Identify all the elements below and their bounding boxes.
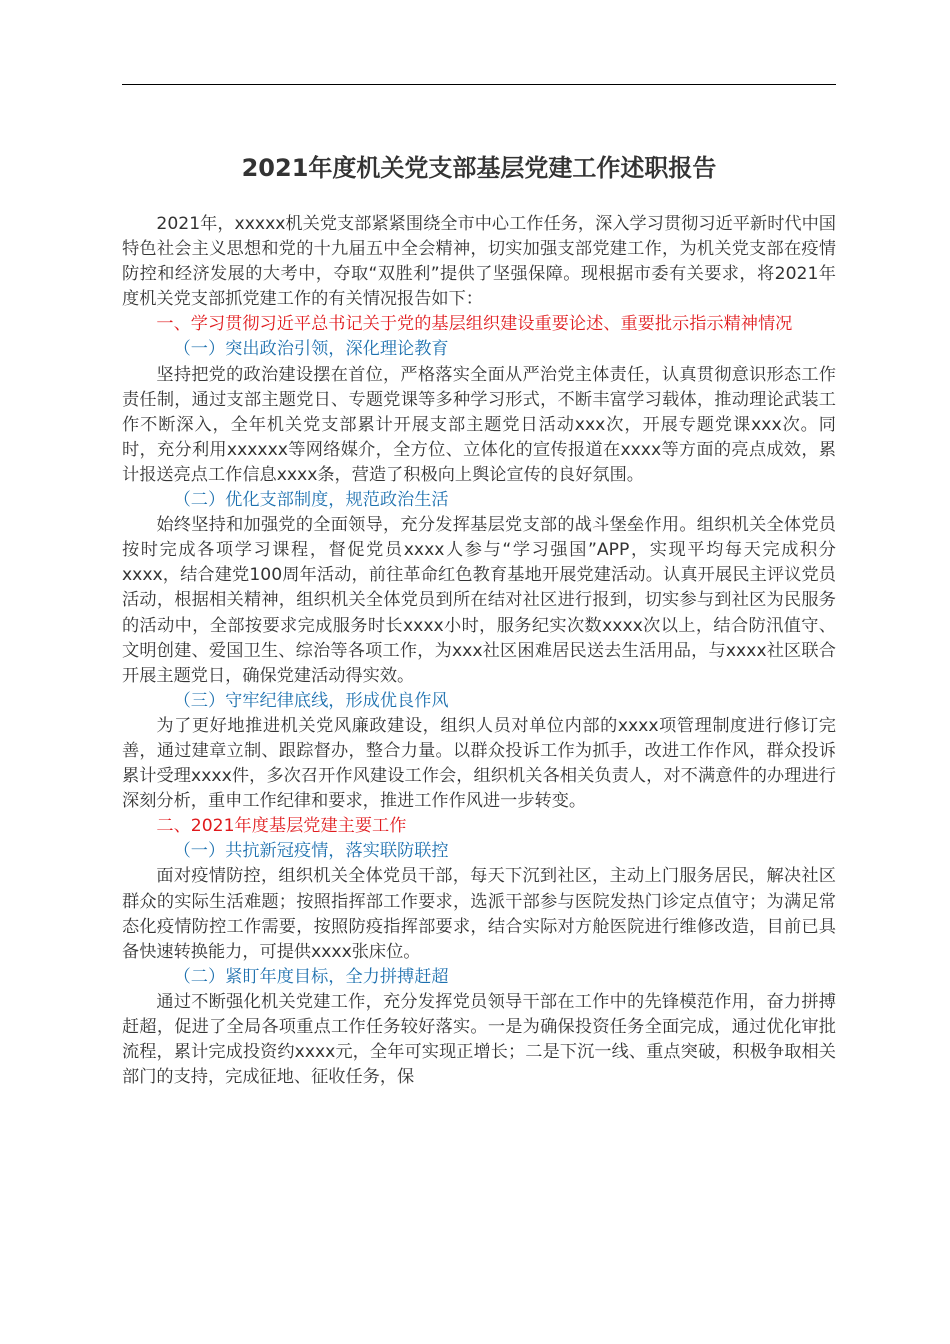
section-2-sub-1-body: 面对疫情防控，组织机关全体党员干部，每天下沉到社区，主动上门服务居民，解决社区群众的实际生活难题；按照指挥部工作要求，选派干部参与医院发热门诊定点值守；为满足常态化疫情防控工作需要，按照防疫指挥部要求，结合实际对方舱医院进行维修改造，目前已具备快速转换能力，可提供xxxx张床位。 xyxy=(122,866,836,962)
document-title: 2021年度机关党支部基层党建工作述职报告 xyxy=(241,154,717,182)
section-2-sub-2-body: 通过不断强化机关党建工作，充分发挥党员领导干部在工作中的先锋模范作用，奋力拼搏赶超，促进了全局各项重点工作任务较好落实。一是为确保投资任务全面完成，通过优化审批流程，累计完成投资约xxxx元，全年可实现正增长；二是下沉一线、重点突破，积极争取相关部门的支持，完成征地、征收任务，保 xyxy=(122,991,836,1088)
section-1-sub-3-heading: （三）守牢纪律底线，形成优良作风 xyxy=(173,690,449,711)
document-body xyxy=(122,212,836,1090)
section-1-heading: 一、学习贯彻习近平总书记关于党的基层组织建设重要论述、重要批示指示精神情况 xyxy=(156,314,793,335)
section-1-sub-2-heading: （二）优化支部制度，规范政治生活 xyxy=(173,490,449,511)
section-1-sub-1-heading: （一）突出政治引领，深化理论教育 xyxy=(173,339,449,360)
section-2-heading: 二、2021年度基层党建主要工作 xyxy=(156,816,407,837)
header-rule xyxy=(122,84,836,85)
section-1-sub-1-body: 坚持把党的政治建设摆在首位，严格落实全面从严治党主体责任，认真贯彻意识形态工作责任制，通过支部主题党日、专题党课等多种学习形式，不断丰富学习载体，推动理论武装工作不断深入，全年机关党支部累计开展支部主题党日活动xxx次，开展专题党课xxx次。同时，充分利用xxxxxx等网络媒介，全方位、立体化的宣传报道在xxxx等方面的亮点成效，累计报送亮点工作信息xxxx条，营造了积极向上舆论宣传的良好氛围。 xyxy=(122,364,836,485)
section-2-sub-2-heading: （二）紧盯年度目标，全力拼搏赶超 xyxy=(173,966,449,987)
section-2-sub-1-heading: （一）共抗新冠疫情，落实联防联控 xyxy=(173,841,449,862)
section-1-sub-3-body: 为了更好地推进机关党风廉政建设，组织人员对单位内部的xxxx项管理制度进行修订完善，通过建章立制、跟踪督办，整合力量。以群众投诉工作为抓手，改进工作作风，群众投诉累计受理xxxx件，多次召开作风建设工作会，组织机关各相关负责人，对不满意件的办理进行深刻分析，重申工作纪律和要求，推进工作作风进一步转变。 xyxy=(122,715,836,812)
section-1-sub-2-body: 始终坚持和加强党的全面领导，充分发挥基层党支部的战斗堡垒作用。组织机关全体党员按时完成各项学习课程，督促党员xxxx人参与“学习强国”APP，实现平均每天完成积分xxxx，结合建党100周年活动，前往革命红色教育基地开展党建活动。认真开展民主评议党员活动，根据相关精神，组织机关全体党员到所在结对社区进行报到，切实参与到社区为民服务的活动中，全部按要求完成服务时长xxxx小时，服务纪实次数xxxx次以上，结合防汛值守、文明创建、爱国卫生、综治等各项工作，为xxx社区困难居民送去生活用品，与xxxx社区联合开展主题党日，确保党建活动得实效。 xyxy=(122,515,836,686)
intro-paragraph: 2021年，xxxxx机关党支部紧紧围绕全市中心工作任务，深入学习贯彻习近平新时代中国特色社会主义思想和党的十九届五中全会精神，切实加强支部党建工作，为机关党支部在疫情防控和经济发展的大考中，夺取“双胜利”提供了坚强保障。现根据市委有关要求，将2021年度机关党支部抓党建工作的有关情况报告如下： xyxy=(122,214,836,310)
